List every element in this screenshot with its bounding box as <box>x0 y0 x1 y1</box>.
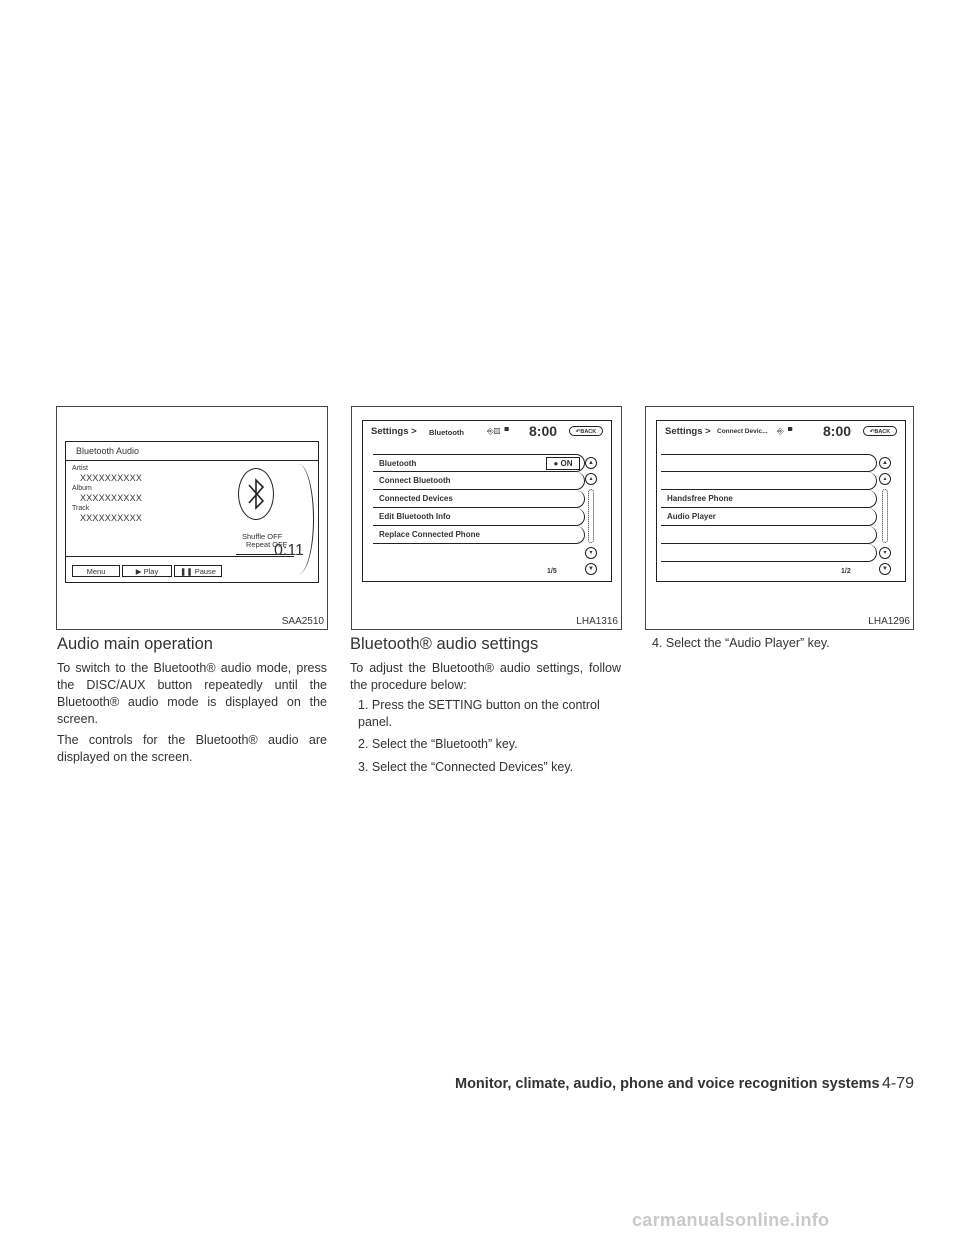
scroll-bottom-icon[interactable]: ▼ <box>879 563 891 575</box>
scrollbar[interactable] <box>588 489 594 543</box>
row-label: Connect Bluetooth <box>379 476 451 485</box>
on-label: ON <box>560 459 573 468</box>
pause-button[interactable] <box>174 565 222 577</box>
scroll-up-icon[interactable]: ▴ <box>585 473 597 485</box>
back-icon: ↶ <box>869 429 875 435</box>
footer-section-title: Monitor, climate, audio, phone and voice recognition systems <box>455 1076 880 1092</box>
back-button[interactable] <box>569 426 603 436</box>
track-value: XXXXXXXXXX <box>80 513 143 523</box>
album-value: XXXXXXXXXX <box>80 493 143 503</box>
list-item-audio-player[interactable] <box>661 508 877 526</box>
figure-id: LHA1316 <box>576 616 618 627</box>
row-label: Replace Connected Phone <box>379 530 480 539</box>
scroll-top-icon[interactable]: ▲ <box>879 457 891 469</box>
status-icons: ⎆▧▘ <box>487 426 509 436</box>
pause-label: Pause <box>194 567 216 576</box>
play-label: Play <box>143 567 159 576</box>
settings-screen <box>656 420 906 582</box>
elapsed-time: 0:11 <box>274 542 304 559</box>
back-label: BACK <box>580 429 597 435</box>
list-item-connect-bluetooth[interactable] <box>373 472 585 490</box>
play-button[interactable] <box>122 565 172 577</box>
status-icons: ⎆▘ <box>777 426 793 436</box>
scroll-down-icon[interactable]: ▾ <box>585 547 597 559</box>
list-item-replace-connected-phone[interactable] <box>373 526 585 544</box>
watermark: carmanualsonline.info <box>632 1210 830 1230</box>
paragraph: The controls for the Bluetooth® audio are displayed on the screen. <box>57 733 327 764</box>
pause-icon: ❚❚ <box>180 567 195 576</box>
settings-title: Settings > <box>371 426 417 437</box>
row-label: Handsfree Phone <box>667 494 733 503</box>
page-indicator: 1/2 <box>841 568 851 575</box>
back-button[interactable] <box>863 426 897 436</box>
settings-title: Settings > <box>665 426 711 437</box>
step-2: 2. Select the “Bluetooth” key. <box>358 737 518 751</box>
track-label: Track <box>72 505 90 512</box>
list-item-edit-bluetooth-info[interactable] <box>373 508 585 526</box>
scroll-down-icon[interactable]: ▾ <box>879 547 891 559</box>
back-label: BACK <box>874 429 891 435</box>
divider <box>66 556 294 557</box>
bluetooth-logo-icon <box>238 468 274 520</box>
row-label: Audio Player <box>667 512 716 521</box>
figure-bluetooth-settings-screen <box>351 406 622 630</box>
row-label: Connected Devices <box>379 494 453 503</box>
section-heading-audio-main-operation: Audio main operation <box>57 635 213 653</box>
back-icon: ↶ <box>575 429 581 435</box>
breadcrumb: Bluetooth <box>429 428 464 437</box>
figure-id: LHA1296 <box>868 616 910 627</box>
on-indicator: ● ON <box>546 457 580 470</box>
figure-id: SAA2510 <box>281 616 324 627</box>
menu-label: Menu <box>86 567 106 576</box>
step-1-text: 1. Press the SETTING button on the control panel. <box>358 698 600 729</box>
divider <box>66 460 318 461</box>
list-item-bluetooth[interactable] <box>373 454 585 472</box>
step-4: 4. Select the “Audio Player” key. <box>652 636 830 650</box>
play-icon: ▶ <box>135 567 144 576</box>
audio-screen <box>65 441 319 583</box>
clock: 8:00 <box>529 423 558 439</box>
step-3: 3. Select the “Connected Devices” key. <box>358 760 574 774</box>
shuffle-status: Shuffle OFF <box>242 532 283 541</box>
menu-button[interactable] <box>72 565 120 577</box>
album-label: Album <box>72 485 92 492</box>
list-item-handsfree-phone[interactable] <box>661 490 877 508</box>
row-label: Edit Bluetooth Info <box>379 512 451 521</box>
list-item-empty <box>661 472 877 490</box>
page-number: 4-79 <box>882 1075 915 1092</box>
figure-connect-devices-screen <box>645 406 914 630</box>
scroll-up-icon[interactable]: ▴ <box>879 473 891 485</box>
list-item-empty <box>661 454 877 472</box>
breadcrumb: Connect Devic... <box>717 428 768 435</box>
settings-screen <box>362 420 612 582</box>
section-heading-bluetooth-audio-settings: Bluetooth® audio settings <box>350 635 539 653</box>
settings-list <box>373 454 585 544</box>
list-item-connected-devices[interactable] <box>373 490 585 508</box>
artist-value: XXXXXXXXXX <box>80 473 143 483</box>
list-item-empty <box>661 544 877 562</box>
row-label: Bluetooth <box>379 459 417 468</box>
page-indicator: 1/5 <box>547 568 557 575</box>
paragraph: To adjust the Bluetooth® audio settings, follow the procedure below: <box>350 661 621 692</box>
scrollbar[interactable] <box>882 489 888 543</box>
list-item-empty <box>661 526 877 544</box>
step-1 <box>358 697 622 731</box>
device-list <box>661 454 877 562</box>
figure-bluetooth-audio-screen <box>56 406 328 630</box>
paragraph: To switch to the Bluetooth® audio mode, press the DISC/AUX button repeatedly until the Bluetooth® audio mode is displayed on the screen. <box>57 661 327 726</box>
scroll-bottom-icon[interactable]: ▼ <box>585 563 597 575</box>
screen-title: Bluetooth Audio <box>76 446 140 456</box>
scroll-top-icon[interactable]: ▲ <box>585 457 597 469</box>
repeat-status: Repeat OFF <box>246 540 288 549</box>
artist-label: Artist <box>72 465 88 472</box>
clock: 8:00 <box>823 423 852 439</box>
